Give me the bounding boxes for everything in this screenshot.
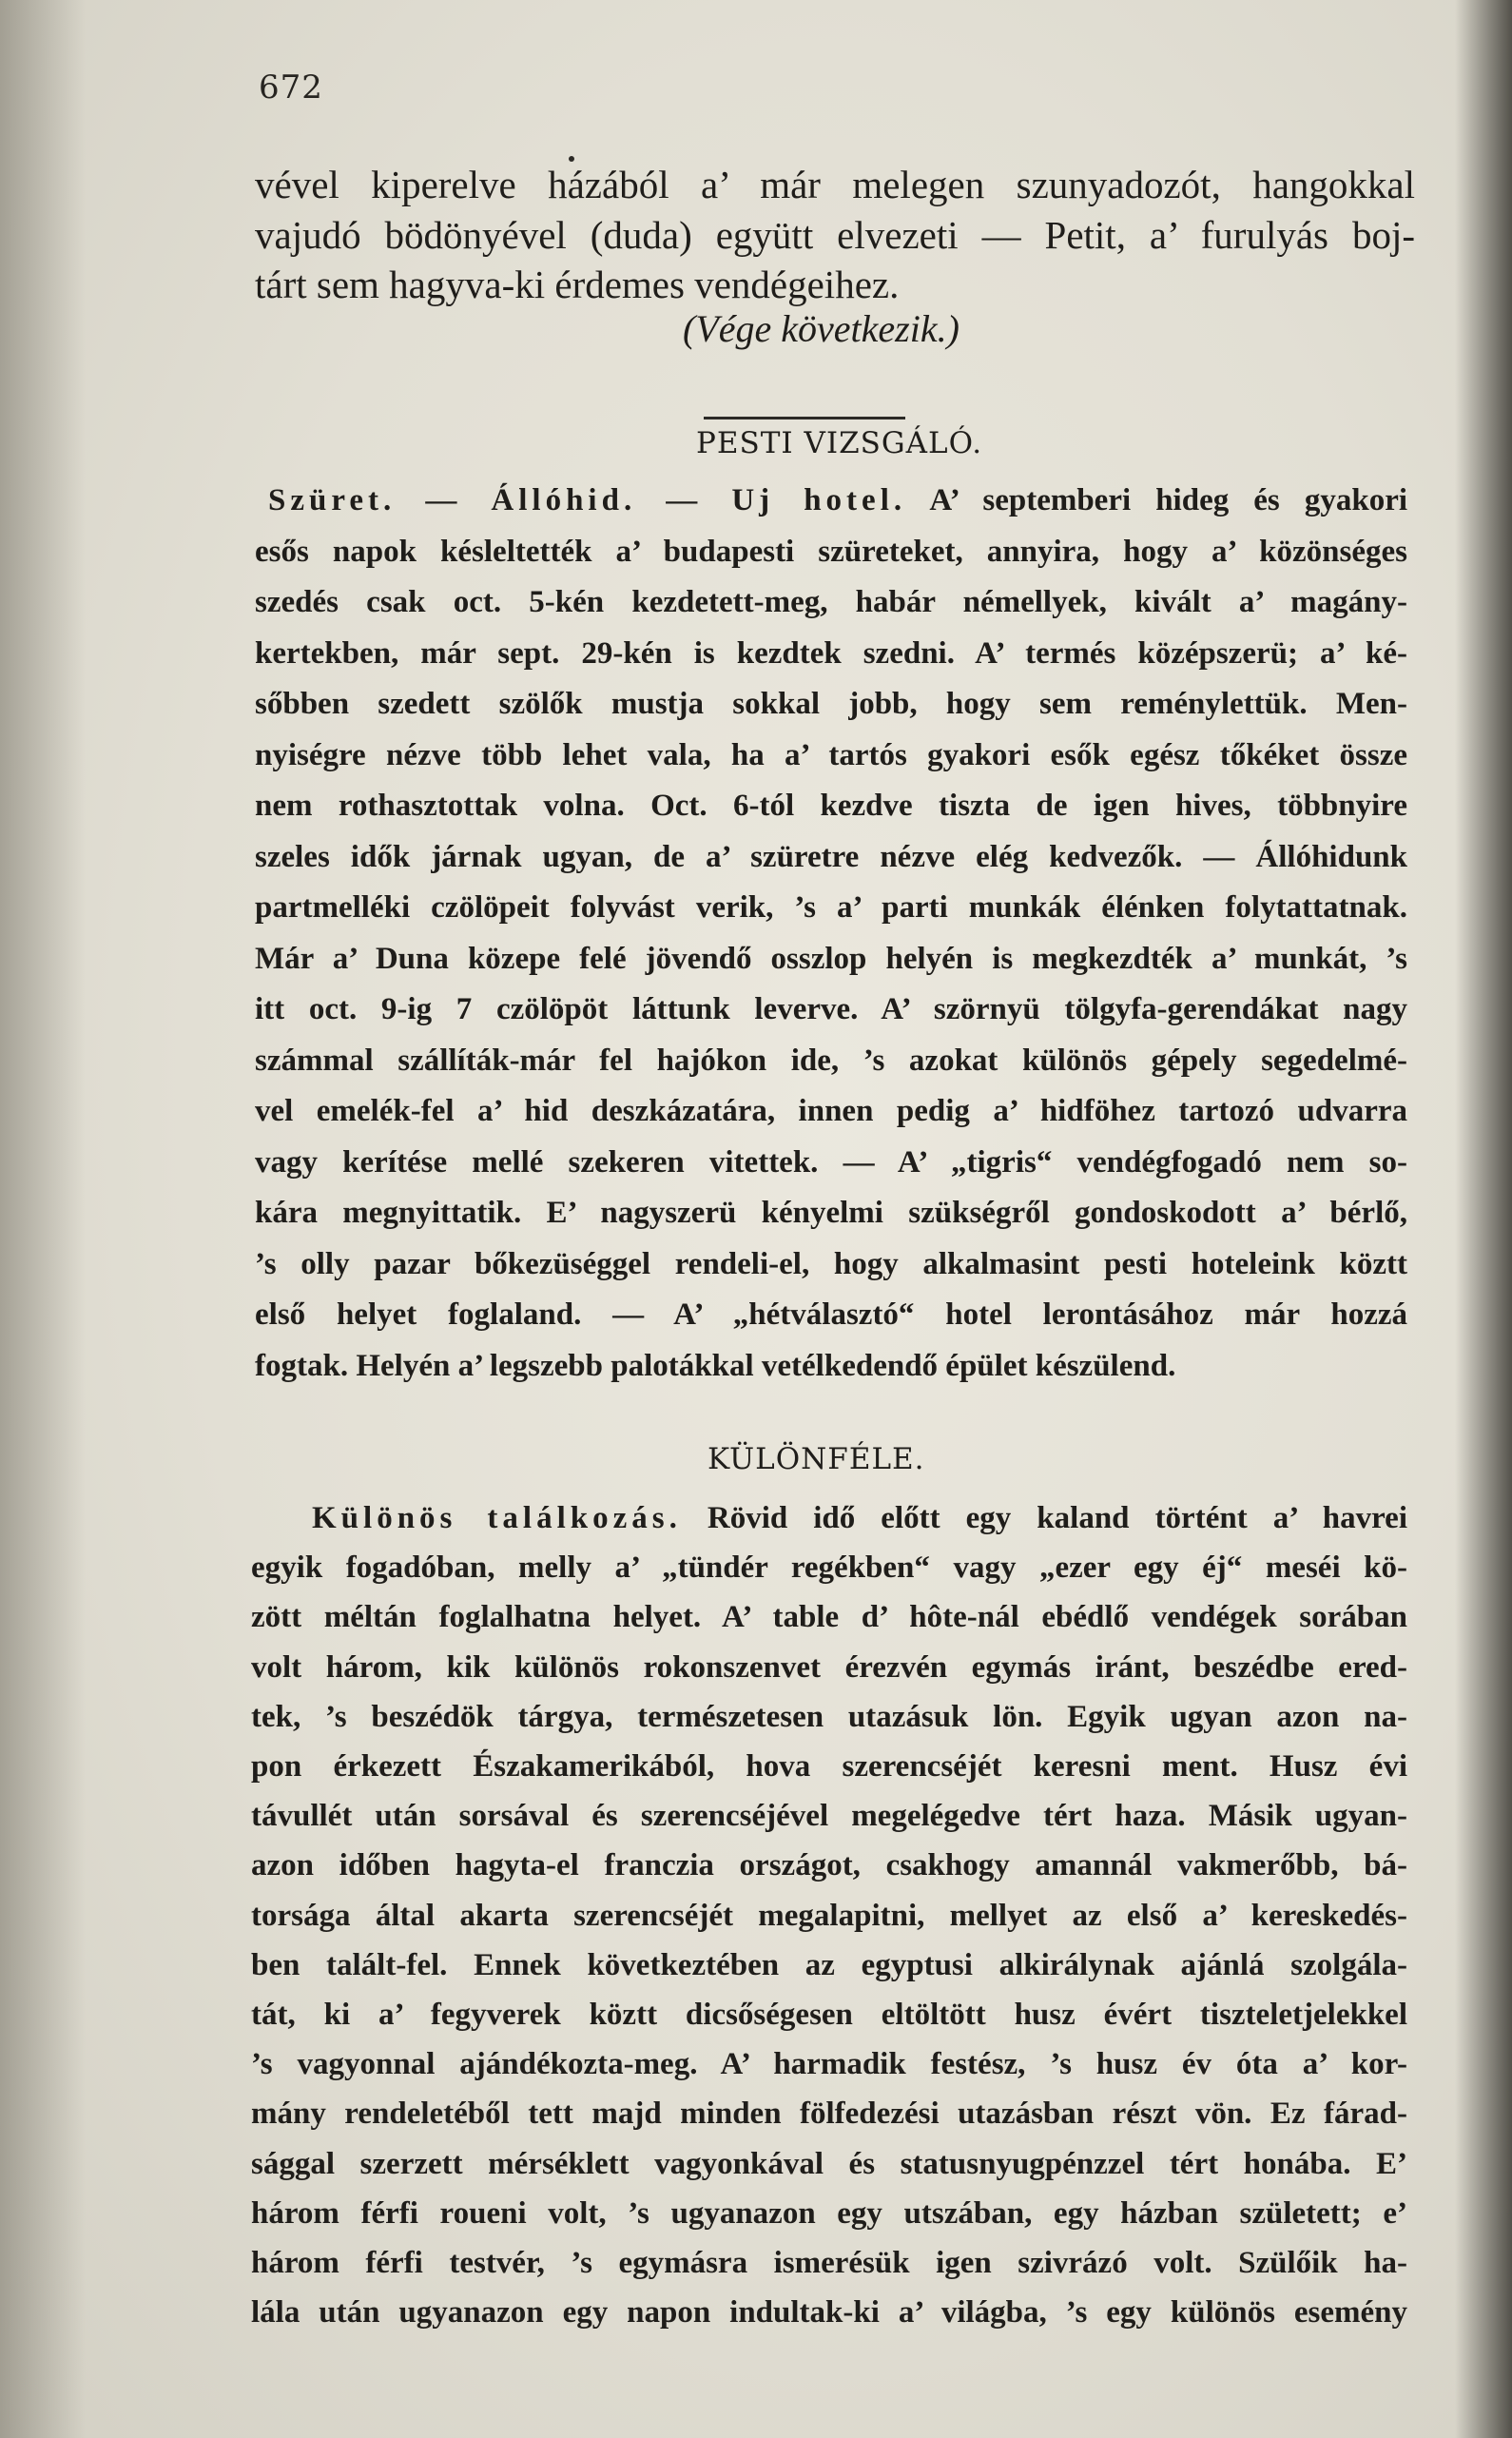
body-line: kertekben, már sept. 29-kén is kezdtek szedni. A’ termés középszerü; a’ ké- — [255, 635, 1407, 671]
lead-line-rest: A’ septemberi hideg és gyakori — [929, 483, 1407, 517]
body-line: lála után ugyanazon egy napon indultak-ki a’ világba, ’s egy különös esemény — [251, 2295, 1407, 2331]
intro-paragraph — [255, 160, 1415, 310]
body-line: első helyet foglaland. — A’ „hétválasztó“ hotel lerontásához már hozzá — [255, 1297, 1407, 1332]
lead-line — [255, 476, 1407, 527]
body-line: ’s vagyonnal ajándékozta-meg. A’ harmadik festész, ’s husz év óta a’ kor- — [251, 2047, 1407, 2082]
lead-line-rest: Rövid idő előtt egy kaland történt a’ havrei — [707, 1501, 1407, 1535]
section-body-pesti-vizsgalo — [255, 476, 1407, 1392]
body-line: zött méltán foglalhatna helyet. A’ table d’ hôte-nál ebédlő vendégek sorában — [251, 1600, 1407, 1635]
intro-line: vével kiperelve házából a’ már melegen szunyadozót, hangokkal — [255, 163, 1415, 206]
lead-topics: Szüret. — Állóhid. — Uj hotel. — [268, 483, 907, 517]
body-line: pon érkezett Északamerikából, hova szerencséjét keresni ment. Husz évi — [251, 1749, 1407, 1785]
body-line: nem rothasztottak volna. Oct. 6-tól kezdve tiszta de igen hives, többnyire — [255, 789, 1407, 823]
body-line: egyik fogadóban, melly a’ „tündér regékben“ vagy „ezer egy éj“ meséi kö- — [251, 1551, 1407, 1586]
page-number: 672 — [259, 68, 323, 107]
body-line: távullét után sorsával és szerencséjével megelégedve tért haza. Másik ugyan- — [251, 1799, 1407, 1834]
body-line: vagy kerítése mellé szekeren vitettek. — A’ „tigris“ vendégfogadó nem so- — [255, 1144, 1407, 1180]
body-line: sággal szerzett mérséklett vagyonkával és statusnyugpénzzel tért honába. E’ — [251, 2146, 1407, 2181]
body-line: sőbben szedett szölők mustja sokkal jobb, hogy sem reménylettük. Men- — [255, 687, 1407, 721]
section-heading-pesti-vizsgalo: PESTI VIZSGÁLÓ. — [696, 426, 983, 460]
section-divider — [704, 417, 905, 419]
body-line: itt oct. 9-ig 7 czölöpöt láttunk leverve. A’ szörnyü tölgyfa-gerendákat nagy — [255, 992, 1407, 1026]
body-line: szedés csak oct. 5-kén kezdetett-meg, habár némellyek, kivált a’ magány- — [255, 585, 1407, 619]
intro-line: tárt sem hagyva-ki érdemes vendégeihez. — [255, 263, 900, 306]
body-line: nyiségre nézve több lehet vala, ha a’ tartós gyakori esők egész tőkéket össze — [255, 737, 1407, 772]
body-line: tek, ’s beszédök tárgya, természetesen utazásuk lön. Egyik ugyan azon na- — [251, 1699, 1407, 1734]
lead-topics: Különös találkozás. — [312, 1501, 682, 1535]
body-line: három férfi roueni volt, ’s ugyanazon egy utszában, egy házban született; e’ — [251, 2195, 1407, 2231]
intro-line: vajudó bödönyével (duda) együtt elvezeti — Petit, a’ furulyás boj- — [255, 212, 1415, 257]
body-line: esős napok késleltették a’ budapesti szüreteket, annyira, hogy a’ közönséges — [255, 534, 1407, 569]
body-line: ben talált-fel. Ennek következtében az egyptusi alkirálynak ajánlá szolgála- — [251, 1947, 1407, 1982]
body-line: tát, ki a’ fegyverek köztt dicsőségesen eltöltött husz évért tiszteletjelekkel — [251, 1998, 1407, 2033]
body-line: ’s olly pazar bőkezüséggel rendeli-el, hogy alkalmasint pesti hoteleink köztt — [255, 1246, 1407, 1281]
body-line: partmelléki czölöpeit folyvást verik, ’s a’ parti munkák élénken folytattatnak. — [255, 890, 1407, 925]
section-body-kulonfele — [251, 1493, 1407, 2337]
body-line: azon időben hagyta-el franczia országot, csakhogy amannál vakmerőbb, bá- — [251, 1848, 1407, 1883]
body-line: szeles idők járnak ugyan, de a’ szüretre nézve elég kedvezők. — Állóhidunk — [255, 839, 1407, 874]
continued-note: (Vége következik.) — [683, 307, 960, 350]
section-heading-kulonfele: KÜLÖNFÉLE. — [708, 1442, 925, 1476]
body-line: vel emelék-fel a’ hid deszkázatára, innen pedig a’ hidföhez tartozó udvarra — [255, 1094, 1407, 1128]
body-line: Már a’ Duna közepe felé jövendő osszlop helyén is megkezdték a’ munkát, ’s — [255, 941, 1407, 976]
body-line: mány rendeletéből tett majd minden fölfedezési utazásban részt vön. Ez fárad- — [251, 2097, 1407, 2132]
body-line: fogtak. Helyén a’ legszebb palotákkal vetélkedendő épület készülend. — [255, 1348, 1176, 1383]
body-line: három férfi testvér, ’s egymásra ismerésük igen szivrázó volt. Szülőik ha- — [251, 2246, 1407, 2281]
body-line: kára megnyittatik. E’ nagyszerü kényelmi szükségről gondoskodott a’ bérlő, — [255, 1196, 1407, 1230]
body-line: volt három, kik különös rokonszenvet érezvén egymás iránt, beszédbe ered- — [251, 1649, 1407, 1685]
body-line: torsága által akarta szerencséjét megalapitni, mellyet az első a’ kereskedés- — [251, 1898, 1407, 1933]
lead-line — [251, 1493, 1407, 1543]
body-line: számmal szállíták-már fel hajókon ide, ’s azokat különös gépely segedelmé- — [255, 1043, 1407, 1078]
